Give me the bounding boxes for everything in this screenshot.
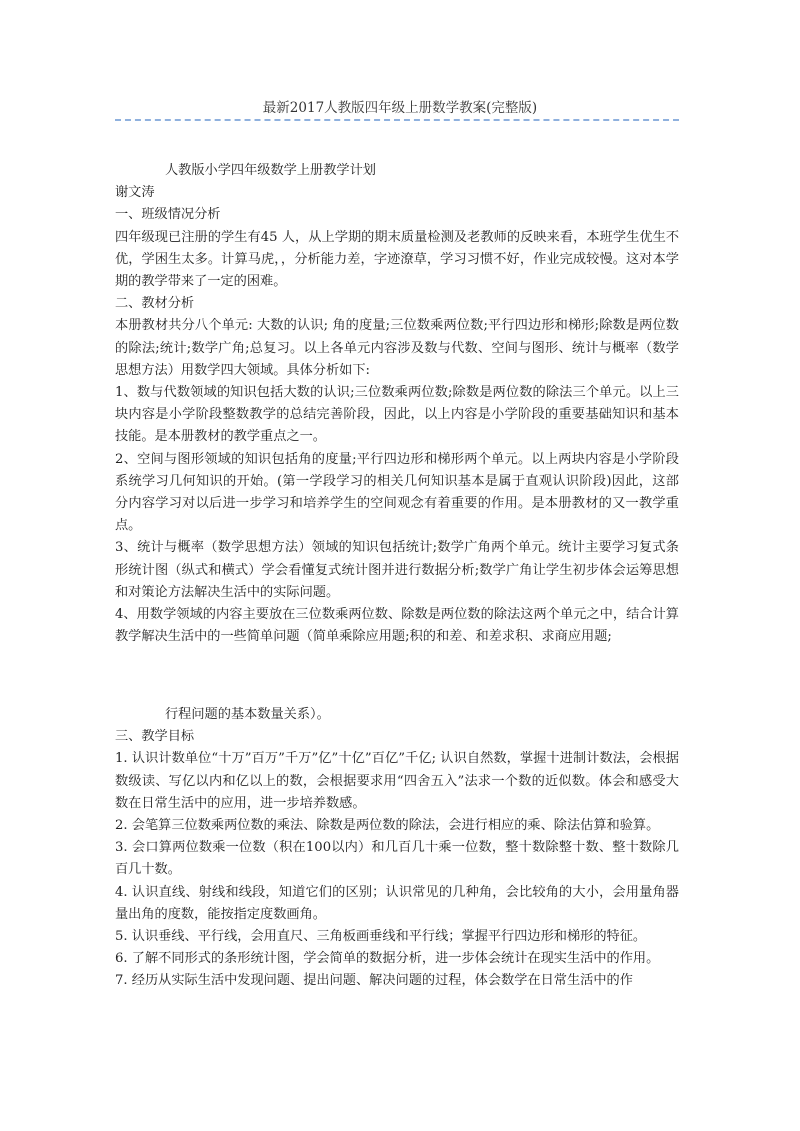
goal-item-4: 4. 认识直线、射线和线段，知道它们的区别；认识常见的几种角，会比较角的大小，会用量角器量出角的度数，能按指定度数画角。 [115,884,679,922]
page-header-title: 最新2017人教版四年级上册数学教案(完整版) [262,100,538,116]
content-block-1 [115,160,679,648]
textbook-item-1: 1、数与代数领域的知识包括大数的认识;三位数乘两位数;除数是两位数的除法三个单元。以上三块内容是小学阶段整数教学的总结完善阶段，因此，以上内容是小学阶段的重要基础知识和基本技能。是本册教材的教学重点之一。 [115,385,679,445]
header-divider [115,119,679,121]
author: 谢文涛 [115,185,155,201]
textbook-item-3: 3、统计与概率（数学思想方法）领域的知识包括统计;数学广角两个单元。统计主要学习复式条形统计图（纵式和横式）学会看懂复式统计图并进行数据分析;数学广角让学生初步体会运筹思想和对策论方法解决生活中的实际问题。 [115,540,679,600]
section-heading-class-analysis: 一、班级情况分析 [115,207,221,223]
textbook-item-4: 4、用数学领域的内容主要放在三位数乘两位数、除数是两位数的除法这两个单元之中，结合计算教学解决生活中的一些简单问题（简单乘除应用题;积的和差、和差求积、求商应用题; [115,607,679,645]
plan-title: 人教版小学四年级数学上册教学计划 [165,163,376,178]
goal-item-1: 1. 认识计数单位“十万”百万”千万”亿”十亿”百亿”千亿; 认识自然数，掌握十进制计数法，会根据数级读、写亿以内和亿以上的数，会根据要求用“四舍五入”法求一个数的近似数。体会和感受大数在日常生活中的应用，进一步培养数感。 [115,751,679,811]
goal-item-7: 7. 经历从实际生活中发现问题、提出问题、解决问题的过程，体会数学在日常生活中的作 [115,973,633,989]
goal-item-5: 5. 认识垂线、平行线，会用直尺、三角板画垂线和平行线；掌握平行四边形和梯形的特征。 [115,929,647,945]
goal-item-2: 2. 会笔算三位数乘两位数的乘法、除数是两位数的除法，会进行相应的乘、除法估算和验算。 [115,818,660,834]
section-heading-textbook-analysis: 二、教材分析 [115,296,195,312]
section-heading-teaching-goals: 三、教学目标 [115,729,195,745]
goal-item-6: 6. 了解不同形式的条形统计图，学会简单的数据分析，进一步体会统计在现实生活中的作用。 [115,951,660,967]
paragraph-textbook-intro: 本册教材共分八个单元: 大数的认识; 角的度量;三位数乘两位数;平行四边形和梯形;除数是两位数的除法;统计;数学广角;总复习。以上各单元内容涉及数与代数、空间与图形、统计与概率（数学思想方法）用数学四大领域。具体分析如下: [115,318,679,378]
paragraph-class-analysis: 四年级现已注册的学生有45 人，从上学期的期末质量检测及老教师的反映来看，本班学生优生不优，学困生太多。计算马虎，，分析能力差，字迹潦草，学习习惯不好，作业完成较慢。这对本学期的教学带来了一定的困难。 [115,229,679,290]
content-block-2 [115,704,679,993]
textbook-item-2: 2、空间与图形领域的知识包括角的度量;平行四边形和梯形两个单元。以上两块内容是小学阶段系统学习几何知识的开始。(第一学段学习的相关几何知识基本是属于直观认识阶段)因此，这部分内容学习对以后进一步学习和培养学生的空间观念有着重要的作用。是本册教材的又一教学重点。 [115,451,679,534]
goal-item-3: 3. 会口算两位数乘一位数（积在100以内）和几百几十乘一位数，整十数除整十数、整十数除几百几十数。 [115,840,679,878]
continuation-text: 行程问题的基本数量关系）。 [165,707,330,722]
